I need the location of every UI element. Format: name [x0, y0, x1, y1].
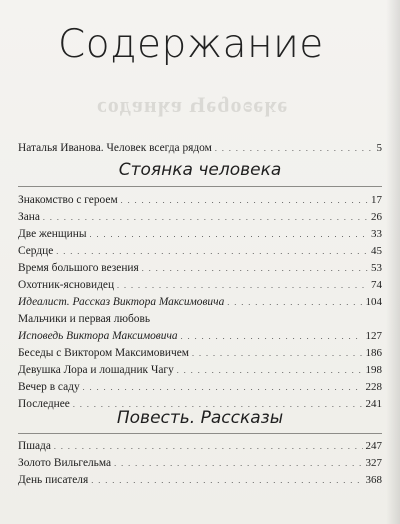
toc-entry-label: Идеалист. Рассказ Виктора Максимовича	[18, 296, 225, 308]
toc-page-number: 247	[365, 440, 382, 452]
toc-row	[18, 260, 382, 276]
toc-row	[18, 328, 382, 344]
toc-row	[18, 438, 382, 454]
toc-row-intro	[18, 140, 382, 156]
leader-dots	[177, 363, 363, 379]
toc-entry-label: Мальчики и первая любовь	[18, 313, 151, 325]
toc-page-number: 45	[371, 245, 382, 257]
toc-entry-label: Последнее	[18, 398, 70, 410]
section-rule	[18, 433, 382, 434]
leader-dots	[227, 295, 362, 311]
toc-row	[18, 226, 382, 242]
toc-row	[18, 379, 382, 395]
toc-row	[18, 192, 382, 208]
leader-dots	[56, 244, 368, 260]
page-edge-shadow	[386, 0, 400, 524]
toc-page-number: 5	[376, 142, 382, 154]
toc-entry-label: Девушка Лора и лошадник Чагу	[18, 364, 174, 376]
toc-page-number: 53	[371, 262, 382, 274]
toc-row	[18, 455, 382, 471]
toc-page-number: 17	[371, 194, 382, 206]
toc-row	[18, 362, 382, 378]
section-title-povest: Повесть. Рассказы	[116, 408, 284, 428]
toc-entry-label: Наталья Иванова. Человек всегда рядом	[18, 142, 212, 154]
leader-dots	[54, 439, 363, 455]
toc-entry-label: День писателя	[18, 474, 89, 486]
toc-entry-label: Исповедь Виктора Максимовича	[18, 330, 178, 342]
toc-row	[18, 209, 382, 225]
toc-row	[18, 277, 382, 293]
toc-entry-label: Беседы с Виктором Максимовичем	[18, 347, 189, 359]
toc-entry-label: Две женщины	[18, 228, 87, 240]
toc-entry-label: Пшада	[18, 440, 51, 452]
leader-dots	[114, 456, 362, 472]
toc-page-number: 228	[365, 381, 382, 393]
toc-page-number: 74	[371, 279, 382, 291]
section-title-stoyanka: Стоянка человека	[118, 160, 282, 180]
leader-dots	[192, 346, 363, 362]
toc-entry-label: Зана	[18, 211, 40, 223]
toc-row	[18, 294, 382, 310]
toc-page-number: 198	[365, 364, 382, 376]
toc-entry-label: Время большого везения	[18, 262, 139, 274]
leader-dots	[89, 227, 368, 243]
toc-page-number: 368	[365, 474, 382, 486]
leader-dots	[121, 193, 368, 209]
toc-entry-label: Золото Вильгельма	[18, 457, 112, 469]
toc-page-number: 26	[371, 211, 382, 223]
section-rule	[18, 186, 382, 187]
leader-dots	[215, 141, 374, 157]
toc-row	[18, 243, 382, 259]
toc-entry-label: Сердце	[18, 245, 54, 257]
toc-row	[18, 345, 382, 361]
leader-dots	[83, 380, 363, 396]
toc-page-number: 186	[365, 347, 382, 359]
toc-row	[18, 472, 382, 488]
toc-page-number: 33	[371, 228, 382, 240]
leader-dots	[43, 210, 368, 226]
toc-row	[18, 311, 382, 327]
page-title: Содержание	[58, 22, 324, 67]
toc-page-number: 241	[365, 398, 382, 410]
toc-entry-label: Охотник-ясновидец	[18, 279, 115, 291]
bleed-through-title: ǝʞǝʚоɓǝҺ ɐʞнɐдоɔ	[96, 92, 288, 117]
leader-dots	[91, 473, 362, 489]
leader-dots	[181, 329, 363, 345]
leader-dots	[117, 278, 368, 294]
leader-dots	[142, 261, 368, 277]
toc-page-number: 104	[365, 296, 382, 308]
toc-page-number: 327	[365, 457, 382, 469]
toc-entry-label: Вечер в саду	[18, 381, 80, 393]
toc-entry-label: Знакомство с героем	[18, 194, 118, 206]
toc-page-number: 127	[365, 330, 382, 342]
